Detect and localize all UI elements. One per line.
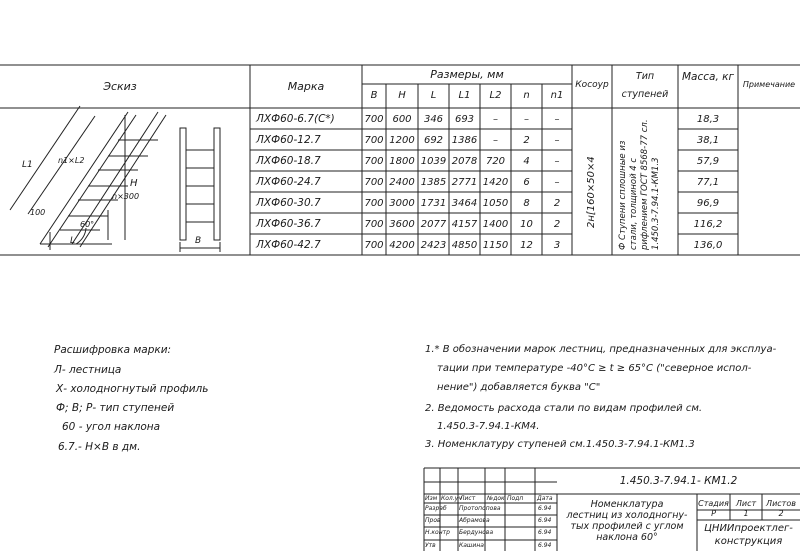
stage-header: Стадия	[698, 499, 729, 508]
tb-name: Кашина	[459, 542, 484, 549]
kosour-value: 2н[160×50×4	[586, 156, 597, 228]
legend-item: Ф; В; Р- тип ступеней	[56, 402, 175, 414]
dim-header-l1: L1	[458, 90, 471, 101]
row-n: 4	[523, 156, 530, 167]
sketch-label-n300: n×300	[112, 192, 140, 201]
row-l: 1385	[420, 177, 447, 188]
row-b: 700	[364, 177, 384, 188]
dim-header-l2: L2	[489, 90, 502, 101]
sheet-header: Лист	[735, 499, 757, 508]
row-mark: ЛХФ60-42.7	[256, 239, 321, 251]
row-mark: ЛХФ60-36.7	[256, 218, 321, 230]
tb-role: Утв	[425, 542, 436, 549]
row-mark: ЛХФ60-12.7	[256, 134, 321, 146]
legend-item: 60 - угол наклона	[62, 421, 161, 433]
tb-date: 6.94	[538, 505, 552, 512]
row-n1: –	[554, 177, 560, 188]
header-mass: Масса, кг	[681, 71, 734, 83]
note-line: 3. Номенклатуру ступеней см.1.450.3-7.94.1-КМ1.3	[425, 439, 695, 450]
row-l: 692	[423, 135, 444, 146]
row-h: 1800	[389, 156, 415, 167]
tb-header: Подп	[507, 495, 524, 502]
tb-header: №док	[487, 495, 505, 502]
tb-name: Бердунова	[459, 529, 494, 536]
row-l: 2077	[420, 219, 447, 230]
sheets-value: 2	[778, 509, 784, 518]
row-n1: –	[554, 114, 560, 125]
tb-role: Разраб	[425, 505, 447, 512]
row-l2: 1150	[482, 240, 509, 251]
ladder-front-sketch	[180, 128, 220, 252]
row-mass: 57,9	[696, 156, 720, 167]
sketch-label-l: L	[70, 236, 76, 246]
row-l2: 720	[485, 156, 506, 167]
step-type-value: Ф Ступени сплошные из стали, толщиной 4 с рифлением ГОСТ 8568-77 сл. 1.450.3-7.94.1-КМ1.3	[618, 119, 661, 250]
sketch-label-n-l2: n1×L2	[58, 156, 85, 165]
row-mass: 77,1	[696, 177, 720, 188]
tb-name: Абрамова	[459, 517, 490, 524]
row-h: 3000	[389, 198, 415, 209]
row-n: 10	[520, 219, 533, 230]
row-l1: 2771	[451, 177, 478, 188]
sheet-value: 1	[743, 509, 749, 518]
tb-header: Кол.уч	[441, 495, 462, 502]
tb-header: Лист	[460, 495, 476, 502]
note-line: 1.450.3-7.94.1-КМ4.	[437, 421, 540, 432]
row-l: 2423	[420, 240, 447, 251]
tb-role: Пров	[425, 517, 441, 524]
tb-date: 6.94	[538, 529, 552, 536]
note-line: 1.* В обозначении марок лестниц, предназначенных для эксплуа-	[425, 344, 777, 355]
org-line: конструкция	[714, 536, 783, 547]
doc-title-line: Номенклатура	[590, 499, 664, 510]
row-b: 700	[364, 198, 384, 209]
row-l1: 1386	[451, 135, 478, 146]
row-n: 8	[523, 198, 530, 209]
row-n1: –	[554, 135, 560, 146]
sheets-header: Листов	[766, 499, 796, 508]
legend-title: Расшифровка марки:	[54, 344, 172, 356]
row-n: –	[524, 114, 529, 125]
row-mass: 18,3	[696, 114, 720, 125]
header-dimensions: Размеры, мм	[430, 68, 504, 81]
legend-item: Х- холодногнутый профиль	[56, 383, 209, 395]
dim-header-n1: n1	[550, 90, 564, 101]
row-n1: 2	[553, 219, 561, 230]
row-b: 700	[364, 114, 384, 125]
row-b: 700	[364, 135, 384, 146]
tb-role: Н.контр	[425, 529, 450, 536]
dim-header-b: B	[370, 90, 378, 101]
row-n1: 3	[553, 240, 561, 251]
row-l1: 3464	[451, 198, 478, 209]
row-mark: ЛХФ60-18.7	[256, 155, 321, 167]
stage-value: Р	[711, 509, 716, 518]
header-mark: Марка	[287, 80, 325, 93]
row-l2: –	[493, 135, 498, 146]
tb-header: Дата	[537, 495, 553, 502]
row-n1: –	[554, 156, 560, 167]
legend-item: Л- лестница	[54, 364, 122, 376]
row-b: 700	[364, 156, 384, 167]
row-n: 6	[523, 177, 530, 188]
row-h: 3600	[389, 219, 415, 230]
document-code: 1.450.3-7.94.1- КМ1.2	[619, 475, 738, 487]
header-note: Примечание	[742, 80, 796, 89]
org-line: ЦНИИпроектлег-	[704, 523, 793, 534]
header-sketch: Эскиз	[103, 80, 137, 93]
row-h: 4200	[389, 240, 415, 251]
doc-title-line: лестниц из холодногну-	[566, 510, 688, 521]
row-n: 2	[523, 135, 530, 146]
legend-item: 6.7.- Н×В в дм.	[58, 441, 141, 453]
dim-header-h: H	[398, 90, 406, 101]
dim-header-n: n	[523, 90, 530, 101]
header-kosour: Косоур	[575, 80, 609, 90]
note-line: 2. Ведомость расхода стали по видам профилей см.	[425, 403, 703, 414]
row-mark: ЛХФ60-24.7	[256, 176, 321, 188]
sketch-label-100: 100	[30, 208, 46, 217]
sketch-label-angle: 60°	[80, 220, 95, 229]
row-l: 1731	[420, 198, 447, 209]
sketch-label-b: B	[195, 236, 202, 246]
row-b: 700	[364, 219, 384, 230]
row-n: 12	[520, 240, 533, 251]
row-l2: 1420	[482, 177, 509, 188]
row-l1: 693	[454, 114, 475, 125]
row-mass: 96,9	[696, 198, 720, 209]
sketch-label-h: H	[130, 178, 138, 189]
tb-header: Изм	[425, 495, 438, 502]
row-l1: 2078	[451, 156, 478, 167]
row-mass: 136,0	[693, 240, 723, 251]
header-step-type: Тип ступеней	[621, 71, 669, 100]
row-l2: –	[493, 114, 498, 125]
row-h: 1200	[389, 135, 415, 146]
sketch-label-l1: L1	[22, 160, 33, 170]
row-mark: ЛХФ60-30.7	[256, 197, 321, 209]
row-l2: 1050	[482, 198, 509, 209]
dim-header-l: L	[430, 90, 437, 101]
row-l2: 1400	[482, 219, 509, 230]
row-l1: 4850	[451, 240, 478, 251]
row-l1: 4157	[451, 219, 478, 230]
tb-date: 6.94	[538, 542, 552, 549]
note-line: нение") добавляется буква "С"	[437, 382, 601, 393]
doc-title-line: наклона 60°	[596, 532, 658, 543]
row-l: 346	[423, 114, 444, 125]
row-mass: 116,2	[693, 219, 723, 230]
row-n1: 2	[553, 198, 561, 209]
row-h: 600	[392, 114, 412, 125]
row-mark: ЛХФ60-6.7(С*)	[256, 113, 335, 125]
tb-date: 6.94	[538, 517, 552, 524]
note-line: тации при температуре -40°С ≥ t ≥ 65°С ("северное испол-	[437, 363, 752, 374]
tb-name: Протопопова	[459, 505, 501, 512]
row-h: 2400	[389, 177, 415, 188]
doc-title-line: тых профилей с углом	[570, 521, 684, 532]
row-l: 1039	[420, 156, 447, 167]
row-b: 700	[364, 240, 384, 251]
row-mass: 38,1	[696, 135, 720, 146]
